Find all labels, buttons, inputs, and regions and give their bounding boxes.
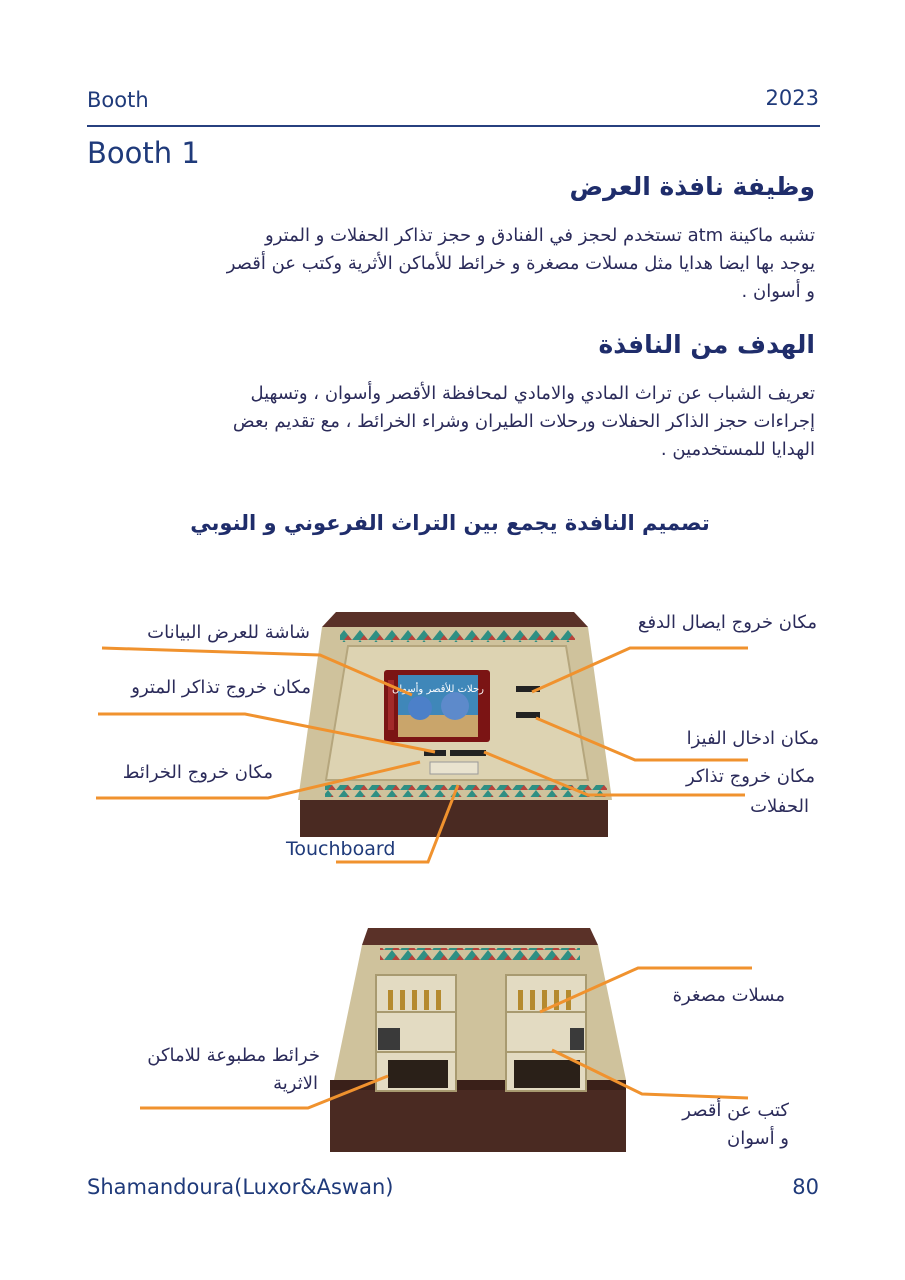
label-books: كتب عن أقصر [682, 1100, 789, 1121]
page-number: 80 [792, 1175, 819, 1199]
header-section-label: Booth [87, 88, 149, 112]
label-books-line2: و أسوان [726, 1128, 789, 1149]
label-touchboard: Touchboard [286, 838, 396, 860]
section2-line: الهدايا للمستخدمين . [660, 439, 815, 460]
footer-project-name: Shamandoura(Luxor&Aswan) [87, 1175, 394, 1199]
design-title: تصميم النافدة يجمع بين التراث الفرعوني و النوبي [190, 511, 710, 535]
label-metro-tickets: مكان خروج تذاكر المترو [131, 677, 311, 698]
label-maps-exit: مكان خروج الخرائط [122, 762, 273, 783]
atm-screen-text: رحلات للأقصر وأسوان [391, 684, 485, 695]
section2-heading: الهدف من النافذة [598, 330, 815, 359]
gift-shelf-illustration [330, 928, 626, 1152]
atm-kiosk-illustration [298, 612, 612, 837]
label-printed-maps-line2: الاثرية [273, 1073, 318, 1094]
section1-line: يوجد بها ايضا هدايا مثل مسلات مصغرة و خرائط للأماكن الأثرية وكتب عن أقصر [226, 253, 815, 274]
section2-line: تعريف الشباب عن تراث المادي والامادي لمحافظة الأقصر وأسوان ، وتسهيل [250, 383, 815, 404]
label-concert-tickets-line2: الحفلات [750, 796, 809, 817]
label-concert-tickets: مكان خروج تذاكر [685, 766, 815, 787]
label-printed-maps: خرائط مطبوعة للاماكن [147, 1045, 320, 1066]
label-data-screen: شاشة للعرض البيانات [147, 622, 310, 643]
label-visa-slot: مكان ادخال الفيزا [686, 728, 819, 749]
section1-line: و أسوان . [741, 281, 815, 302]
section2-line: إجراءات حجز الذاكر الحفلات ورحلات الطيران وشراء الخرائط ، مع تقديم بعض [232, 411, 815, 432]
section1-line: تشبه ماكينة atm تستخدم لحجز في الفنادق و حجز تذاكر الحفلات و المترو [265, 225, 815, 246]
booth-title: Booth 1 [87, 136, 200, 170]
label-obelisks: مسلات مصغرة [672, 985, 785, 1006]
label-receipt-exit: مكان خروج ايصال الدفع [637, 612, 817, 633]
header-year: 2023 [765, 86, 819, 110]
section1-heading: وظيفة نافذة العرض [569, 172, 815, 201]
